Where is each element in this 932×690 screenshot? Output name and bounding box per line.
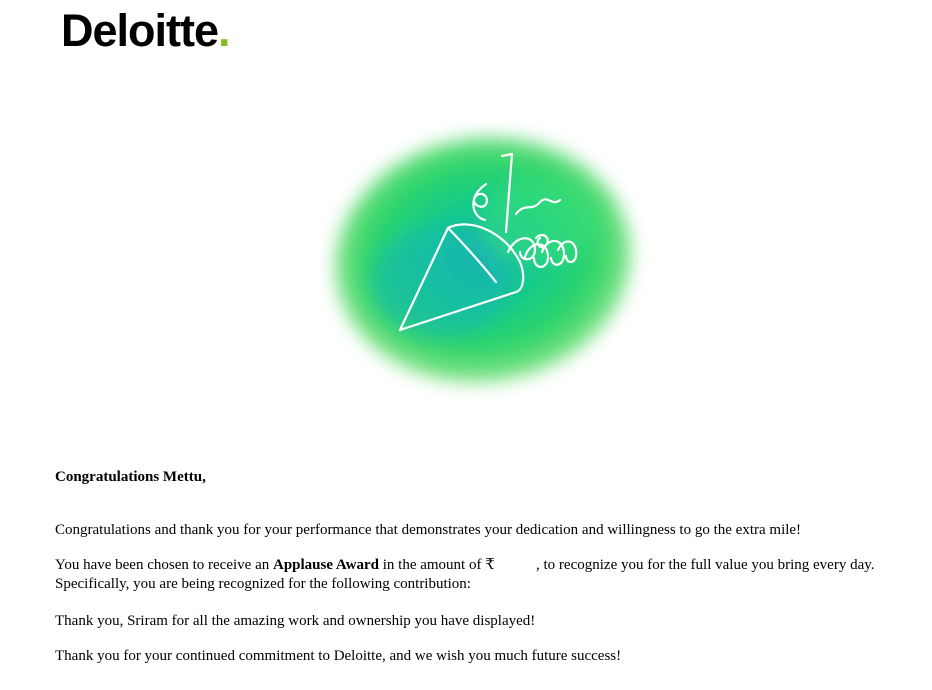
email-paragraph-2: [55, 556, 915, 594]
party-popper-icon: [320, 122, 650, 412]
email-paragraph-1: Congratulations and thank you for your performance that demonstrates your dedication and willingness to go the extra mile!: [55, 522, 802, 538]
para2-after: , to recognize you for the full value you bring every day. Specifically, you are being recognized for the following contribution:: [55, 557, 875, 592]
hero-illustration: [320, 122, 650, 412]
greeting: Congratulations Mettu,: [55, 469, 206, 485]
para2-mid: in the amount of: [378, 557, 486, 573]
para2-before: You have been chosen to receive an: [55, 557, 273, 573]
email-paragraph-4: Thank you for your continued commitment to Deloitte, and we wish you much future success!: [55, 648, 622, 664]
logo-text: Deloitte: [61, 5, 219, 56]
award-amount-redacted: [495, 557, 536, 573]
email-paragraph-3: Thank you, Sriram for all the amazing work and ownership you have displayed!: [55, 613, 536, 629]
deloitte-logo: [61, 5, 230, 56]
currency-symbol: ₹: [485, 557, 495, 573]
logo-dot: .: [218, 5, 230, 56]
award-name: Applause Award: [272, 557, 379, 573]
